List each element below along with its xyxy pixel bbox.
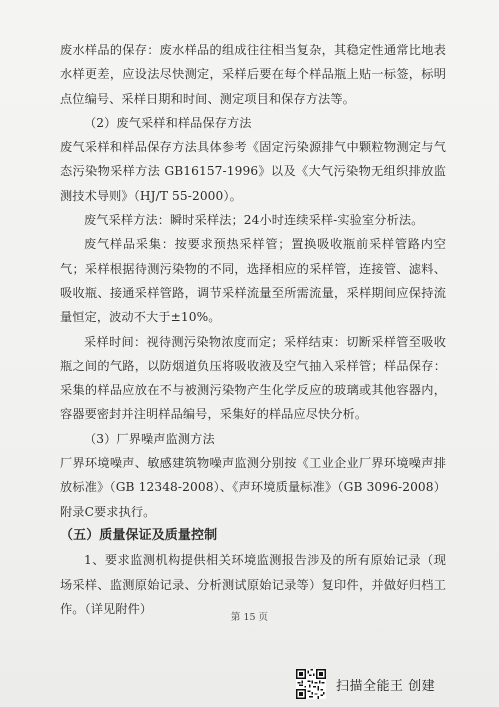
qa-item-1-paragraph: 1、要求监测机构提供相关环境监测报告涉及的所有原始记录（现场采样、监测原始记录、分析测试原始记录等）复印件，并做好归档工作。（详见附件） <box>60 553 446 616</box>
page-number: 第 15 页 <box>230 612 269 623</box>
sampling-time-paragraph: 采样时间：视待测污染物浓度而定；采样结束：切断采样管至吸收瓶之间的气路，以防烟道负压将吸收液及空气抽入采样管；样品保存：采集的样品应放在不与被测污染物产生化学反应的玻璃或其他容器内，容器要密封并注明样品编号，采集好的样品应尽快分析。 <box>60 334 446 422</box>
wastewater-storage-paragraph: 废水样品的保存：废水样品的组成往往相当复杂，其稳定性通常比地表水样更差，应设法尽快测定，采样后要在每个样品瓶上贴一标签，标明点位编号、采样日期和时间、测定项目和保存方法等。 <box>60 43 446 106</box>
exhaust-sampling-method-paragraph: 废气采样方法：瞬时采样法；24小时连续采样-实验室分析法。 <box>84 213 424 228</box>
section-2-heading: （2）废气采样和样品保存方法 <box>84 115 252 130</box>
section-5-heading: （五）质量保证及质量控制 <box>60 527 218 543</box>
qr-code-icon <box>296 669 326 699</box>
scanner-watermark <box>296 669 466 699</box>
scanner-brand-text: 扫描全能王 创建 <box>336 678 436 694</box>
exhaust-method-paragraph: 废气采样和样品保存方法具体参考《固定污染源排气中颗粒物测定与气态污染物采样方法 GB16157-1996》以及《大气污染物无组织排放监测技术导则》（HJ/T 55-2000）。 <box>60 140 446 203</box>
section-3-heading: （3）厂界噪声监测方法 <box>84 431 215 446</box>
exhaust-sample-collection-paragraph: 废气样品采集：按要求预热采样管；置换吸收瓶前采样管路内空气；采样根据待测污染物的不同，选择相应的采样管，连接管、滤料、吸收瓶、接通采样管路，调节采样流量至所需流量，采样期间应保持流量恒定，波动不大于±10%。 <box>60 237 446 325</box>
noise-method-paragraph: 厂界环境噪声、敏感建筑物噪声监测分别按《工业企业厂界环境噪声排放标准》（GB 12348-2008）、《声环境质量标准》（GB 3096-2008）附录C要求执行。 <box>60 456 446 519</box>
document-body <box>60 38 446 621</box>
